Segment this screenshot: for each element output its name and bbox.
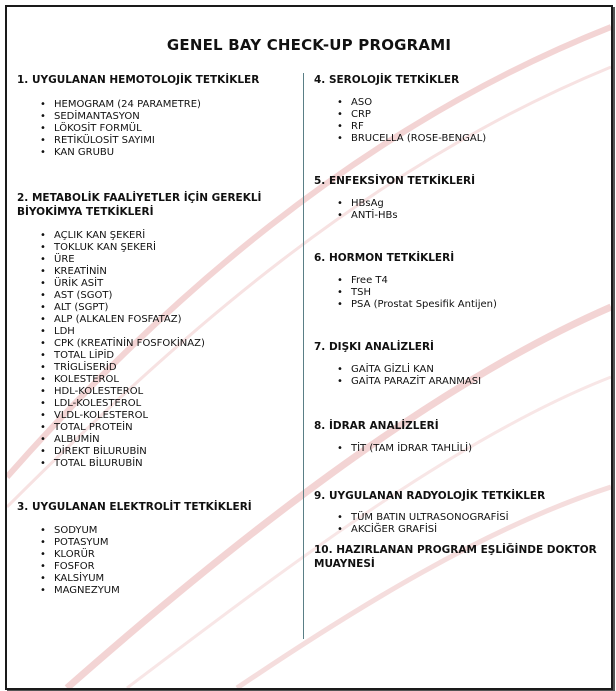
list-item: • AST (SGOT)	[17, 290, 297, 302]
item-list	[314, 512, 609, 536]
list-item: • KREATİNİN	[17, 266, 297, 278]
right-column	[314, 73, 609, 571]
list-item: • KLORÜR	[17, 549, 297, 561]
list-item: • VLDL-KOLESTEROL	[17, 410, 297, 422]
list-item: • GAİTA GİZLİ KAN	[314, 364, 609, 376]
list-item: • ÜRİK ASİT	[17, 278, 297, 290]
list-item: • CPK (KREATİNİN FOSFOKİNAZ)	[17, 338, 297, 350]
list-item: • PSA (Prostat Spesifik Antijen)	[314, 299, 609, 311]
item-list	[314, 97, 609, 145]
list-item: • TRİGLİSERİD	[17, 362, 297, 374]
list-item: • TOKLUK KAN ŞEKERİ	[17, 242, 297, 254]
item-list	[314, 364, 609, 388]
list-item: • SEDİMANTASYON	[17, 111, 297, 123]
list-item: • ASO	[314, 97, 609, 109]
section-biochemistry	[17, 191, 297, 470]
section-heading: 1. UYGULANAN HEMOTOLOJİK TETKİKLER	[17, 74, 260, 86]
section-heading: 9. UYGULANAN RADYOLOJİK TETKİKLER	[314, 490, 546, 502]
list-item: • LDH	[17, 326, 297, 338]
list-item: • AKCİĞER GRAFİSİ	[314, 524, 609, 536]
section-infection	[314, 174, 609, 222]
list-item: • HEMOGRAM (24 PARAMETRE)	[17, 99, 297, 111]
list-item: • Free T4	[314, 275, 609, 287]
section-electrolytes	[17, 500, 297, 597]
list-item: • ALBUMİN	[17, 434, 297, 446]
list-item: • KAN GRUBU	[17, 147, 297, 159]
list-item: • ALT (SGPT)	[17, 302, 297, 314]
section-hormones	[314, 251, 609, 311]
list-item: • MAGNEZYUM	[17, 585, 297, 597]
list-item: • ÜRE	[17, 254, 297, 266]
list-item: • RETİKÜLOSİT SAYIMI	[17, 135, 297, 147]
list-item: • ALP (ALKALEN FOSFATAZ)	[17, 314, 297, 326]
list-item: • TOTAL BİLURUBİN	[17, 458, 297, 470]
list-item: • HDL-KOLESTEROL	[17, 386, 297, 398]
section-urine	[314, 419, 609, 455]
list-item: • LDL-KOLESTEROL	[17, 398, 297, 410]
section-hematology	[17, 73, 297, 159]
item-list	[17, 99, 297, 159]
left-column	[17, 73, 297, 597]
list-item: • KALSİYUM	[17, 573, 297, 585]
list-item: • KOLESTEROL	[17, 374, 297, 386]
list-item: • TSH	[314, 287, 609, 299]
item-list	[314, 275, 609, 311]
list-item: • RF	[314, 121, 609, 133]
column-divider	[303, 73, 304, 639]
item-list	[17, 230, 297, 470]
list-item: • LÖKOSİT FORMÜL	[17, 123, 297, 135]
section-heading: 10. HAZIRLANAN PROGRAM EŞLİĞİNDE DOKTOR MUAYNESİ	[314, 544, 597, 570]
page-title: GENEL BAY CHECK-UP PROGRAMI	[166, 36, 452, 54]
item-list	[314, 198, 609, 222]
list-item: • POTASYUM	[17, 537, 297, 549]
section-heading: 4. SEROLOJİK TETKİKLER	[314, 74, 460, 86]
list-item: • CRP	[314, 109, 609, 121]
section-heading: 6. HORMON TETKİKLERİ	[314, 252, 455, 264]
section-stool	[314, 340, 609, 388]
item-list	[17, 525, 297, 597]
section-doctor-exam	[314, 543, 609, 571]
section-heading: 8. İDRAR ANALİZLERİ	[314, 420, 439, 432]
list-item: • GAİTA PARAZİT ARANMASI	[314, 376, 609, 388]
section-heading: 2. METABOLİK FAALİYETLER İÇİN GEREKLİ BİYOKİMYA TETKİKLERİ	[17, 192, 262, 218]
section-radiology	[314, 489, 609, 536]
list-item: • TOTAL PROTEİN	[17, 422, 297, 434]
list-item: • TOTAL LİPİD	[17, 350, 297, 362]
list-item: • ANTİ-HBs	[314, 210, 609, 222]
section-heading: 3. UYGULANAN ELEKTROLİT TETKİKLERİ	[17, 501, 252, 513]
list-item: • TÜM BATIN ULTRASONOGRAFİSİ	[314, 512, 609, 524]
section-heading: 5. ENFEKSİYON TETKİKLERİ	[314, 175, 475, 187]
document-frame	[5, 5, 613, 690]
list-item: • TİT (TAM İDRAR TAHLİLİ)	[314, 443, 609, 455]
list-item: • FOSFOR	[17, 561, 297, 573]
list-item: • DİREKT BİLURUBİN	[17, 446, 297, 458]
list-item: • SODYUM	[17, 525, 297, 537]
list-item: • AÇLIK KAN ŞEKERİ	[17, 230, 297, 242]
item-list	[314, 443, 609, 455]
list-item: • BRUCELLA (ROSE-BENGAL)	[314, 133, 609, 145]
section-heading: 7. DIŞKI ANALİZLERİ	[314, 341, 434, 353]
section-serology	[314, 73, 609, 145]
list-item: • HBsAg	[314, 198, 609, 210]
